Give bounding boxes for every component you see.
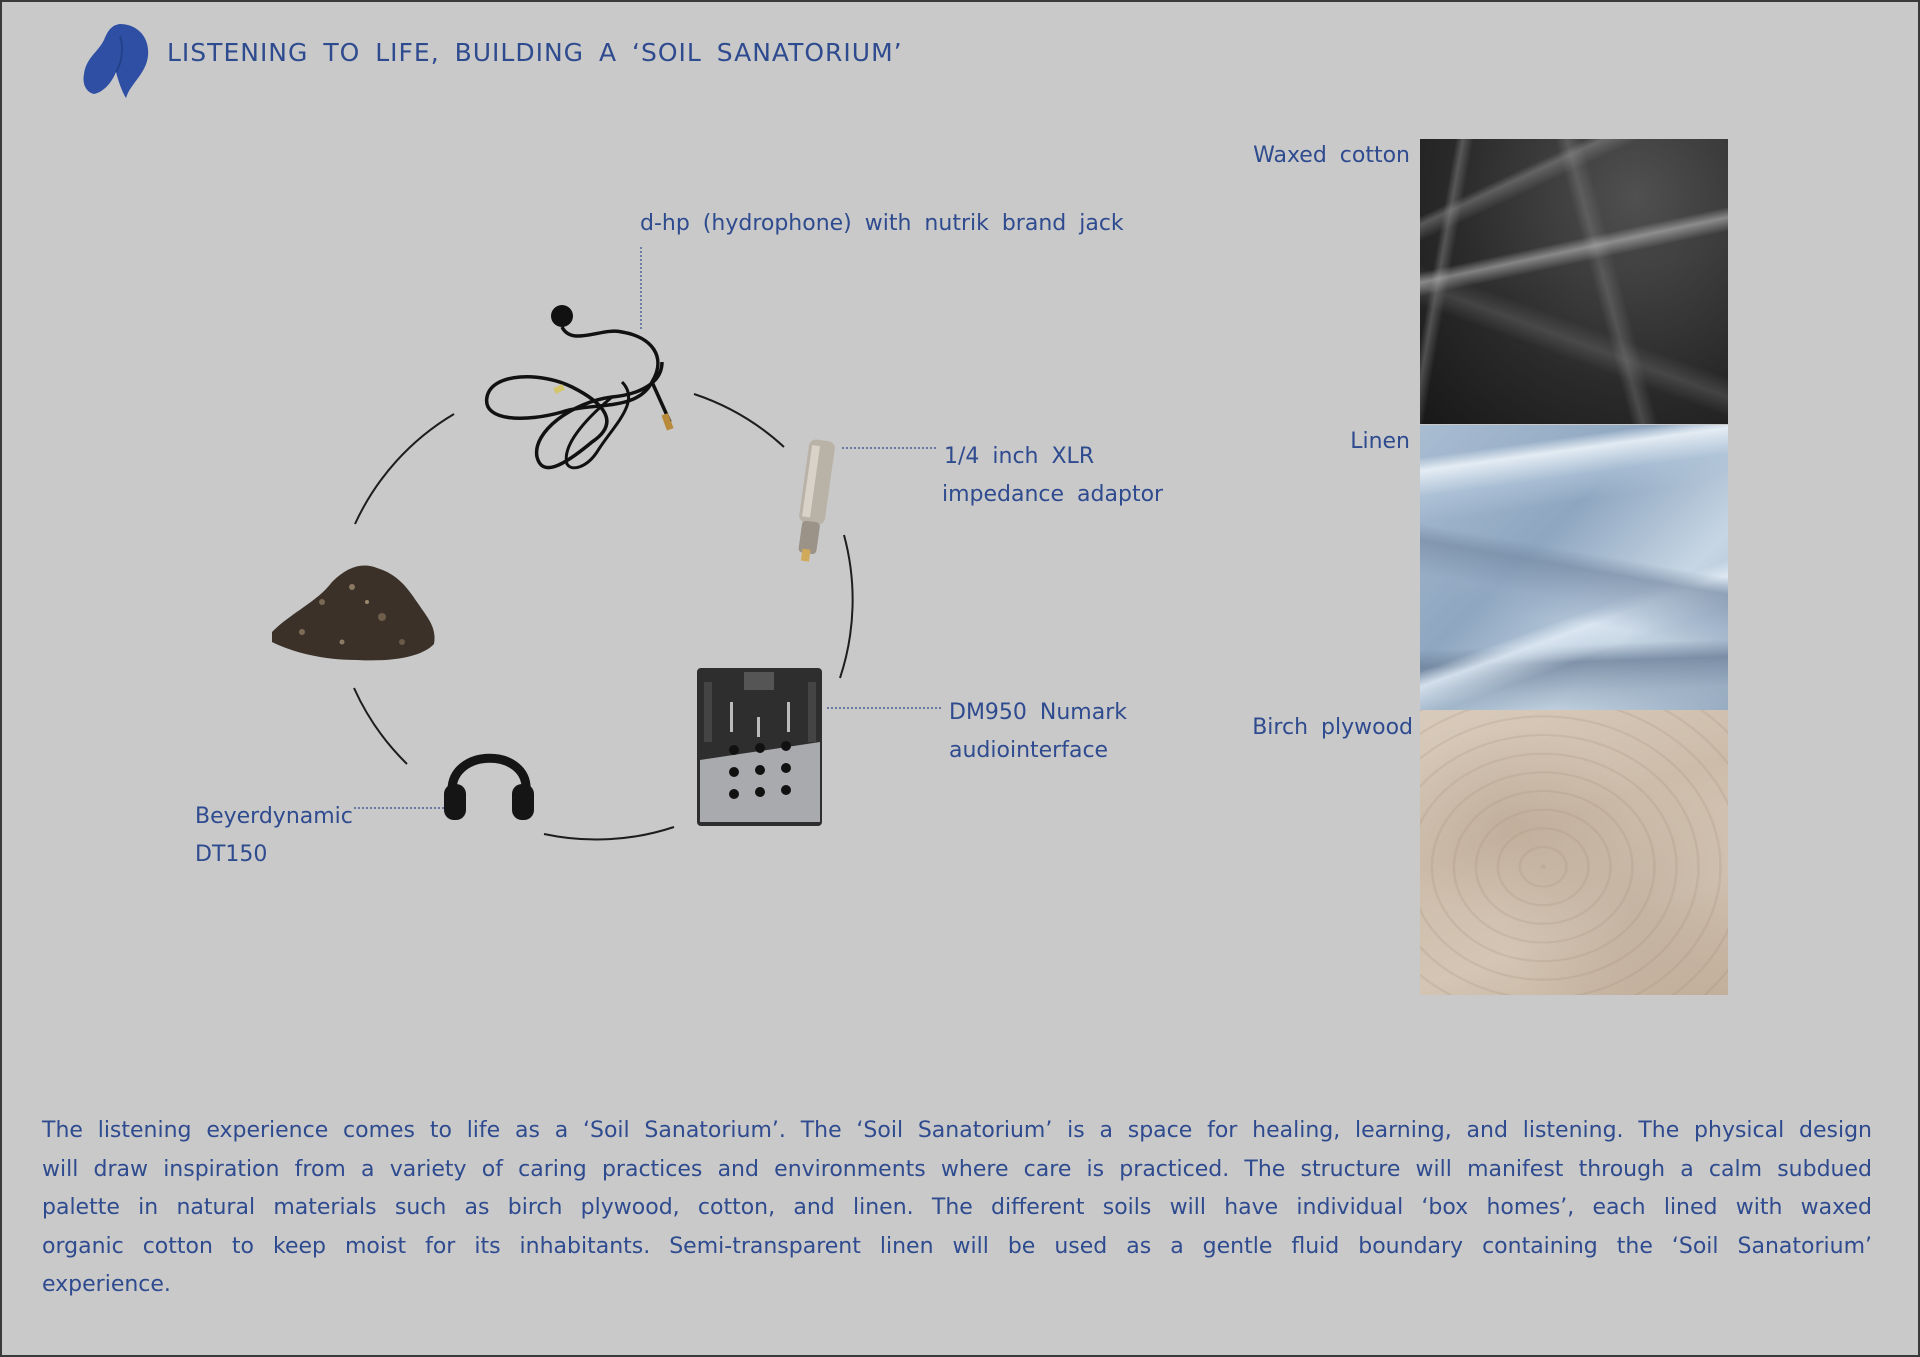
- interface-label: [949, 694, 1127, 770]
- material-label-waxed-cotton: Waxed cotton: [1253, 143, 1410, 168]
- arc-bottom-left: [354, 688, 407, 764]
- soil-mound-icon: [272, 566, 435, 661]
- headphones-label-line1: Beyerdynamic: [195, 804, 353, 829]
- material-label-linen: Linen: [1350, 429, 1410, 454]
- arc-right: [840, 535, 853, 678]
- material-label-birch-plywood: Birch plywood: [1252, 715, 1413, 740]
- interface-label-line1: DM950 Numark: [949, 700, 1128, 725]
- birch-plywood-swatch: [1420, 710, 1728, 995]
- waxed-cotton-swatch: [1420, 139, 1728, 424]
- headphones-icon: [444, 758, 534, 820]
- hydrophone-label: d-hp (hydrophone) with nutrik brand jack: [640, 211, 1124, 236]
- audio-mixer-icon: [697, 668, 822, 826]
- xlr-adaptor-icon: [793, 439, 836, 563]
- arc-bottom: [544, 827, 674, 840]
- hydrophone-icon: [487, 305, 674, 468]
- arc-top-left: [355, 414, 454, 524]
- headphones-label: [195, 798, 353, 874]
- adaptor-label-line1: 1/4 inch XLR: [944, 444, 1095, 469]
- description-paragraph: The listening experience comes to life as a ‘Soil Sanatorium’. The ‘Soil Sanatorium’ is a space for healing, learning, and listening. The physical design will draw inspiration from a variety of caring practices and environments where care is practiced. The structure will manifest through a calm subdued palette in natural materials such as birch plywood, cotton, and linen. The different soils will have individual ‘box homes’, each lined with waxed organic cotton to keep moist for its inhabitants. Semi-transparent linen will be used as a gentle fluid boundary containing the ‘Soil Sanatorium’ experience.: [42, 1118, 1872, 1297]
- label-connectors: [354, 247, 942, 808]
- headphones-label-line2: DT150: [195, 842, 268, 867]
- page-title: LISTENING TO LIFE, BUILDING A ‘SOIL SANATORIUM’: [167, 38, 903, 67]
- interface-label-line2: audiointerface: [949, 738, 1109, 763]
- adaptor-label-line2: impedance adaptor: [942, 482, 1164, 507]
- linen-swatch: [1420, 425, 1728, 710]
- adaptor-label: [942, 438, 1163, 514]
- arc-top-right: [694, 394, 784, 447]
